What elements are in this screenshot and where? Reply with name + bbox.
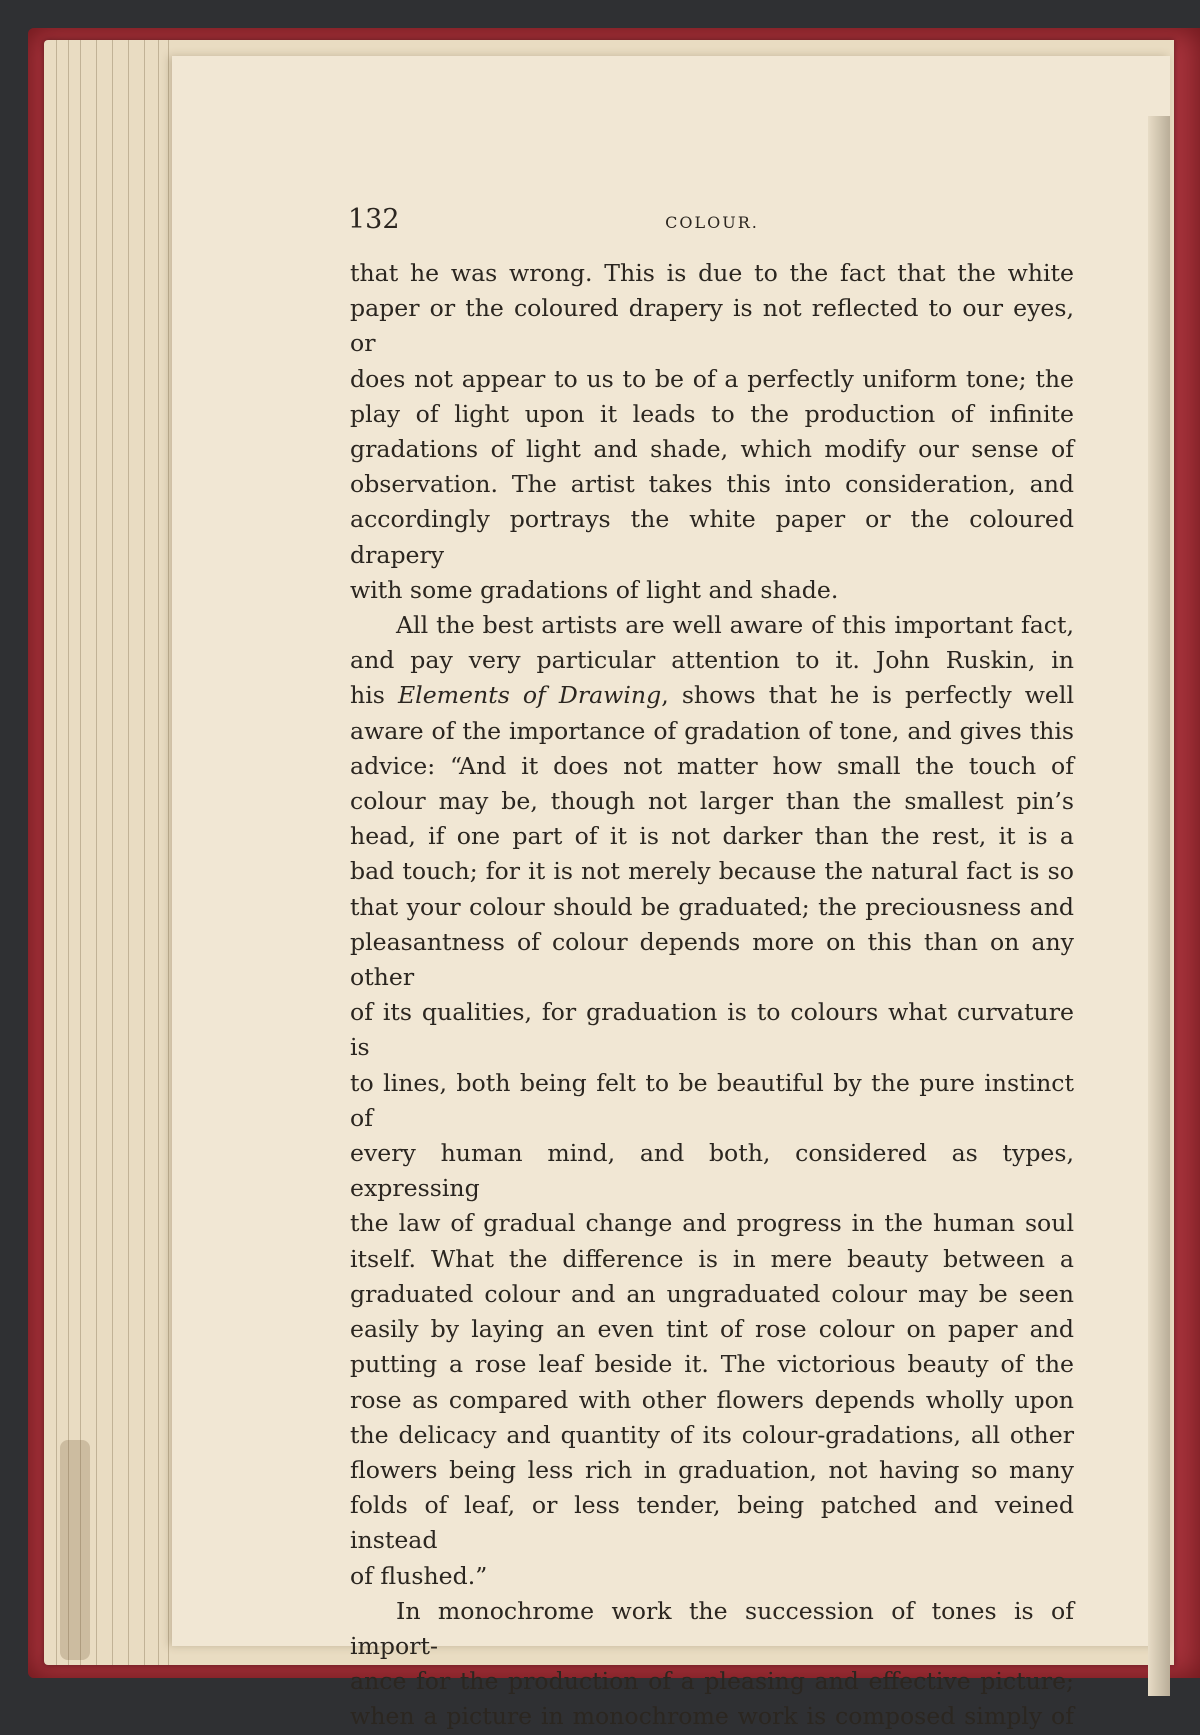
page-edge-stain [60, 1440, 90, 1660]
text-line: of its qualities, for graduation is to colours what curvature is [350, 998, 1074, 1062]
text-line: every human mind, and both, considered as types, expressing [350, 1139, 1074, 1203]
text-line: paper or the coloured drapery is not reflected to our eyes, or [350, 294, 1074, 358]
text-line: that your colour should be graduated; the preciousness and [350, 892, 1074, 921]
text-line: colour may be, though not larger than the smallest pin’s [350, 787, 1074, 816]
text-line: play of light upon it leads to the production of infinite [350, 399, 1074, 428]
text-line: accordingly portrays the white paper or the coloured drapery [350, 505, 1074, 569]
text-line: rose as compared with other flowers depends wholly upon [350, 1385, 1074, 1414]
paragraph-2 [350, 608, 1074, 1594]
text-line: In monochrome work the succession of tones is of import- [350, 1596, 1074, 1660]
text-line: graduated colour and an ungraduated colour may be seen [350, 1279, 1074, 1308]
text-line: gradations of light and shade, which modify our sense of [350, 435, 1074, 464]
page-gutter [1148, 116, 1170, 1696]
text-line: ance for the production of a pleasing and effective picture; [350, 1667, 1074, 1696]
body-text [350, 256, 1074, 1735]
text-line: when a picture in monochrome work is composed simply of [350, 1702, 1074, 1731]
text-line: and pay very particular attention to it. John Ruskin, in [350, 646, 1074, 675]
text-line: head, if one part of it is not darker than the rest, it is a [350, 822, 1074, 851]
text-line: of flushed.” [350, 1561, 488, 1590]
text-line: itself. What the difference is in mere beauty between a [350, 1244, 1074, 1273]
text-line: flowers being less rich in graduation, not having so many [350, 1455, 1074, 1484]
text-line: bad touch; for it is not merely because the natural fact is so [350, 857, 1074, 886]
text-line: advice: “And it does not matter how small the touch of [350, 751, 1074, 780]
text-line: All the best artists are well aware of this important fact, [396, 611, 1074, 640]
book-title: Elements of Drawing [397, 681, 662, 710]
text-line: observation. The artist takes this into consideration, and [350, 470, 1074, 499]
text-line: pleasantness of colour depends more on this than on any other [350, 927, 1074, 992]
text-line: aware of the importance of gradation of tone, and gives this [350, 716, 1074, 745]
page-number: 132 [348, 204, 400, 235]
paragraph-3 [350, 1594, 1074, 1735]
text-line: putting a rose leaf beside it. The victorious beauty of the [350, 1350, 1074, 1379]
text-line: does not appear to us to be of a perfectly uniform tone; the [350, 364, 1074, 393]
text-line: the delicacy and quantity of its colour-gradations, all other [350, 1420, 1074, 1449]
page-header [348, 200, 1076, 240]
running-head: COLOUR. [665, 213, 759, 232]
text-line: that he was wrong. This is due to the fact that the white [350, 259, 1074, 287]
text-line: folds of leaf, or less tender, being patched and veined instead [350, 1491, 1074, 1555]
text-line: his Elements of Drawing, shows that he is perfectly well [350, 681, 1074, 710]
text-line: easily by laying an even tint of rose colour on paper and [350, 1315, 1074, 1344]
text-line: to lines, both being felt to be beautiful by the pure instinct of [350, 1068, 1074, 1132]
text-line: the law of gradual change and progress in the human soul [350, 1209, 1074, 1238]
text-line: with some gradations of light and shade. [350, 575, 839, 604]
paragraph-1 [350, 256, 1074, 608]
